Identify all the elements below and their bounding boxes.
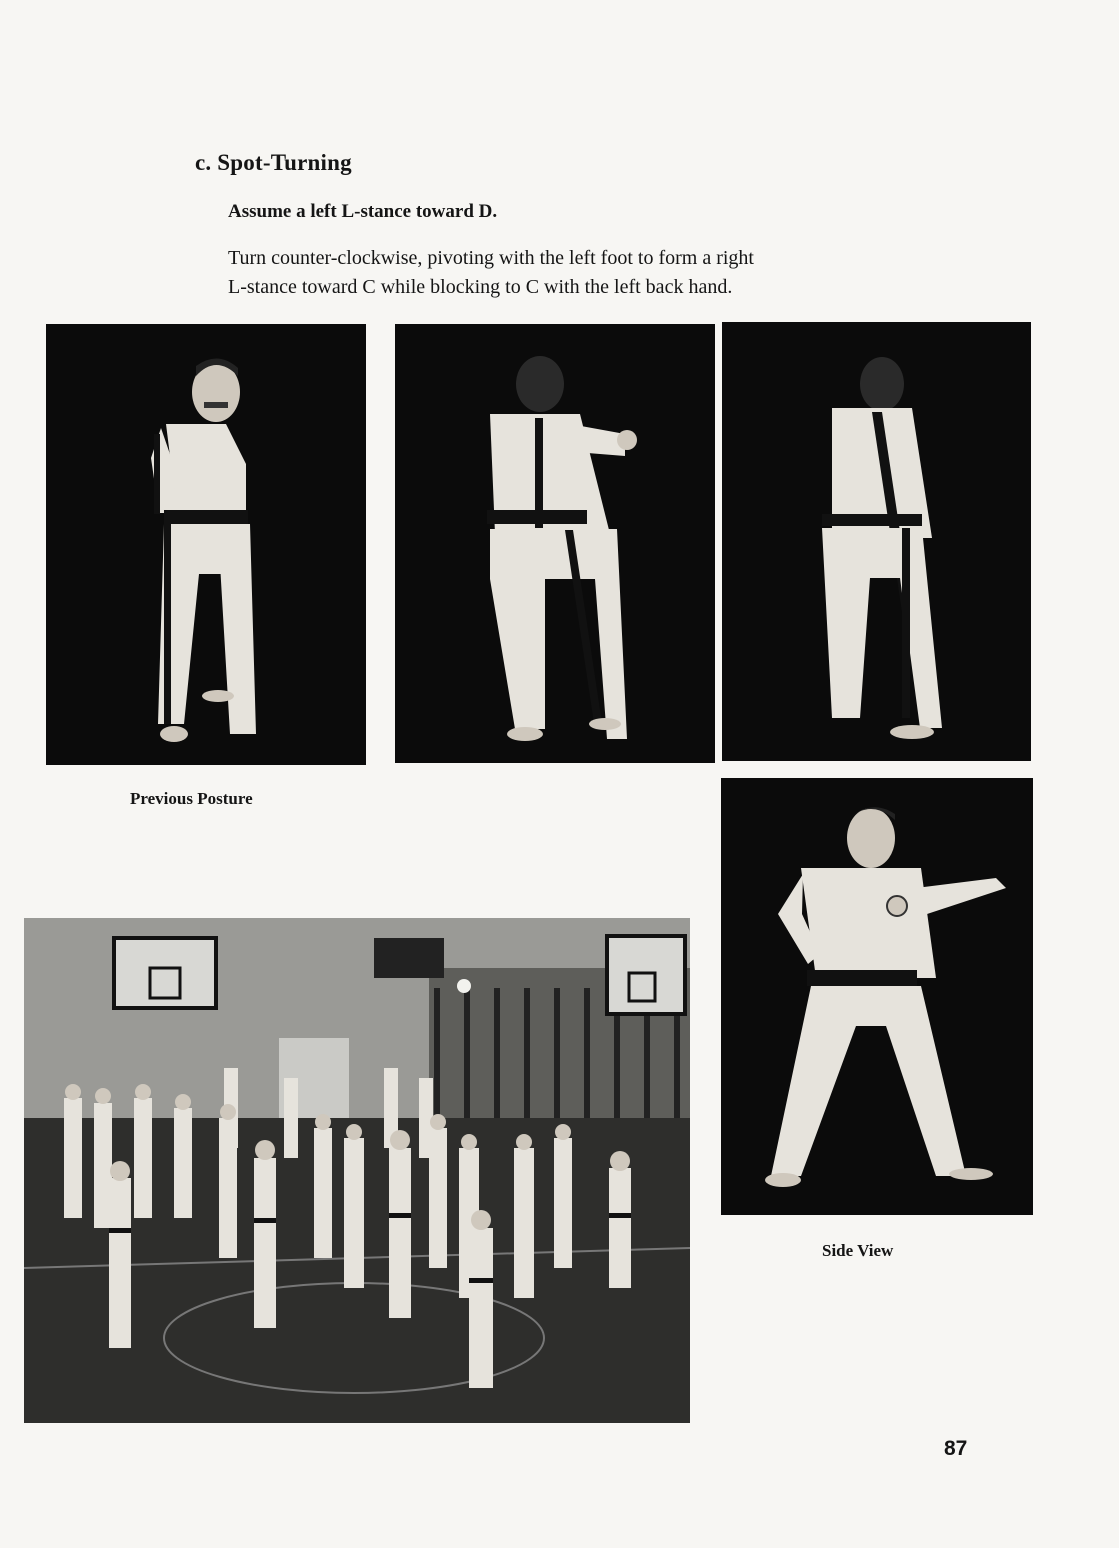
page-number: 87 bbox=[944, 1437, 968, 1460]
instructions bbox=[228, 244, 928, 302]
photo-turning-step bbox=[395, 324, 715, 763]
step-title: Assume a left L-stance toward D. bbox=[228, 201, 498, 222]
instruction-line: Turn counter-clockwise, pivoting with the left foot to form a right bbox=[228, 247, 754, 269]
martial-artist-rear-figure bbox=[722, 322, 1031, 761]
photo-side-view bbox=[721, 778, 1033, 1215]
caption-side-view: Side View bbox=[822, 1241, 894, 1260]
photo-previous-posture bbox=[46, 324, 366, 765]
section-title: c. Spot-Turning bbox=[195, 150, 352, 175]
martial-artist-back-figure bbox=[395, 324, 715, 763]
martial-artist-front-figure bbox=[46, 324, 366, 765]
gym-class-scene bbox=[24, 918, 690, 1423]
martial-artist-side-figure bbox=[721, 778, 1033, 1215]
caption-previous-posture: Previous Posture bbox=[130, 789, 253, 808]
photo-gym-class bbox=[24, 918, 690, 1423]
photo-completed-turn bbox=[722, 322, 1031, 761]
instruction-line: L-stance toward C while blocking to C with the left back hand. bbox=[228, 276, 733, 298]
